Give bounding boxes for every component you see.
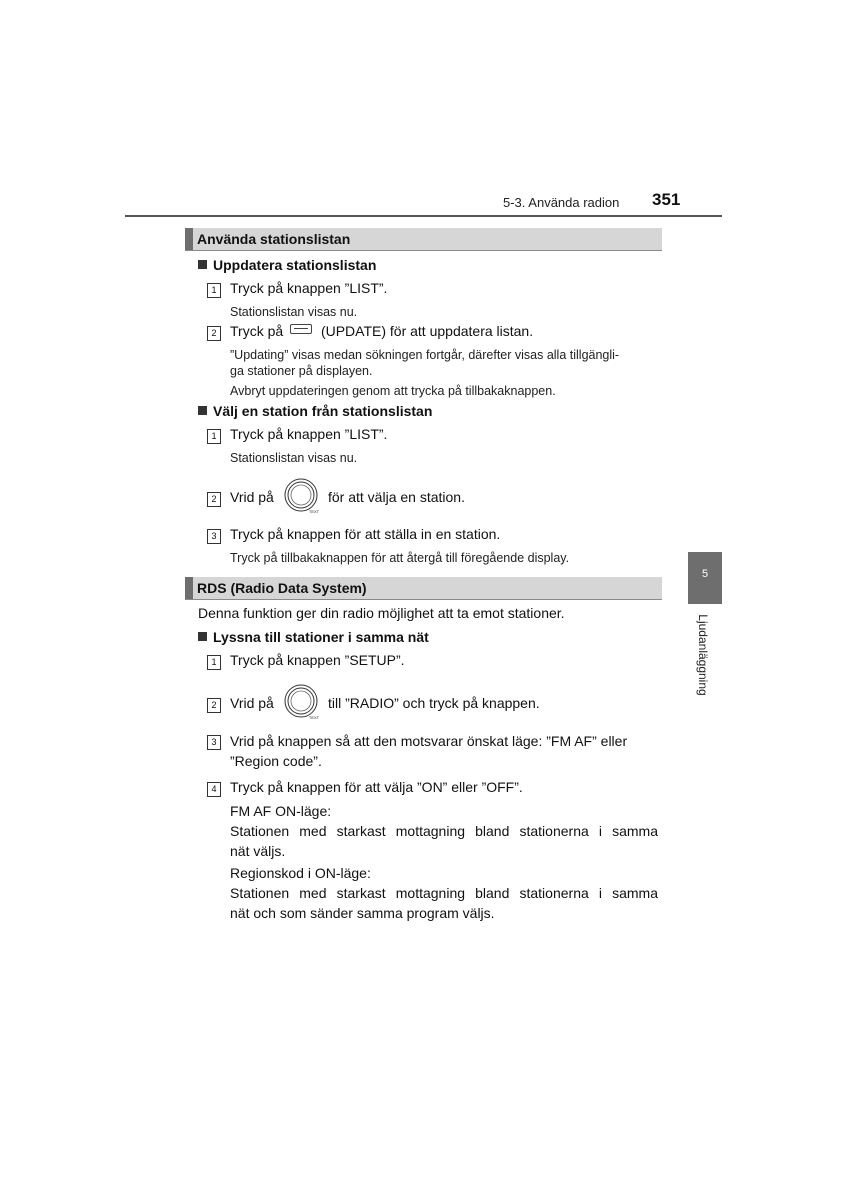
step-text: Tryck på knappen för att ställa in en station. <box>230 526 501 542</box>
step-note: Stationslistan visas nu. <box>230 305 358 319</box>
page-number: 351 <box>652 190 681 209</box>
sub-heading-text: Välj en station från stationslistan <box>213 403 433 419</box>
bullet-square-icon <box>198 632 207 641</box>
text-line: Stationen med starkast mottagning bland stationerna i samma <box>230 885 658 901</box>
step-text: Tryck på knappen ”LIST”. <box>230 426 388 442</box>
step-number: 3 <box>207 529 221 544</box>
mode-title: FM AF ON-läge: <box>230 803 332 819</box>
sub-heading-valj-station <box>198 403 432 419</box>
step-number: 2 <box>207 492 221 507</box>
bullet-square-icon <box>198 406 207 415</box>
step-note <box>230 347 619 379</box>
step-text: Tryck på knappen ”LIST”. <box>230 280 388 296</box>
section-title: Använda stationslistan <box>197 231 351 247</box>
sub-heading-uppdatera <box>198 257 376 273</box>
step-text: till ”RADIO” och tryck på knappen. <box>328 695 540 711</box>
text-line: Stationen med starkast mottagning bland stationerna i samma <box>230 823 658 839</box>
step-text-part: Tryck på <box>230 323 284 339</box>
section-heading-rds <box>185 577 662 600</box>
text-line: ”Region code”. <box>230 753 322 769</box>
section-intro: Denna funktion ger din radio möjlighet att ta emot stationer. <box>198 605 565 621</box>
step-text: Tryck på knappen för att välja ”ON” eller ”OFF”. <box>230 779 523 795</box>
step-text: för att välja en station. <box>328 489 465 505</box>
step-number: 4 <box>207 782 221 797</box>
step-number: 3 <box>207 735 221 750</box>
step-text: Vrid på <box>230 695 274 711</box>
tune-knob-icon <box>283 478 319 514</box>
update-button-icon <box>290 324 312 334</box>
sub-heading-lyssna <box>198 629 429 645</box>
knob-label: TEXT <box>308 509 319 514</box>
step-text <box>230 731 627 771</box>
knob-label: TEXT <box>308 715 319 720</box>
mode-title: Regionskod i ON-läge: <box>230 865 371 881</box>
step-number: 2 <box>207 698 221 713</box>
text-line: nät och som sänder samma program väljs. <box>230 905 495 921</box>
tune-knob-icon <box>283 684 319 720</box>
note-line: ”Updating” visas medan sökningen fortgår, därefter visas alla tillgängli- <box>230 348 620 362</box>
section-heading-stationslistan <box>185 228 662 251</box>
step-number: 1 <box>207 429 221 444</box>
step-number: 1 <box>207 655 221 670</box>
bullet-square-icon <box>198 260 207 269</box>
mode-description <box>230 883 658 923</box>
step-note: Tryck på tillbakaknappen för att återgå till föregående display. <box>230 551 570 565</box>
text-line: Vrid på knappen så att den motsvarar önskat läge: ”FM AF” eller <box>230 733 628 749</box>
header-section-title: 5-3. Använda radion <box>503 195 620 210</box>
step-number: 2 <box>207 326 221 341</box>
sub-heading-text: Lyssna till stationer i samma nät <box>213 629 429 645</box>
step-note: Stationslistan visas nu. <box>230 451 358 465</box>
section-title: RDS (Radio Data System) <box>197 580 367 596</box>
chapter-label: Ljudanläggning <box>696 614 710 696</box>
step-number: 1 <box>207 283 221 298</box>
step-text <box>230 323 533 339</box>
section-accent <box>185 228 193 250</box>
step-text-part: (UPDATE) för att uppdatera listan. <box>320 323 534 339</box>
header-divider <box>125 215 722 217</box>
note-line: ga stationer på displayen. <box>230 364 373 378</box>
text-line: nät väljs. <box>230 843 286 859</box>
sub-heading-text: Uppdatera stationslistan <box>213 257 377 273</box>
chapter-number: 5 <box>701 568 709 580</box>
step-note: Avbryt uppdateringen genom att trycka på tillbakaknappen. <box>230 384 556 398</box>
step-text: Vrid på <box>230 489 274 505</box>
step-text: Tryck på knappen ”SETUP”. <box>230 652 405 668</box>
section-accent <box>185 577 193 599</box>
mode-description <box>230 821 658 861</box>
